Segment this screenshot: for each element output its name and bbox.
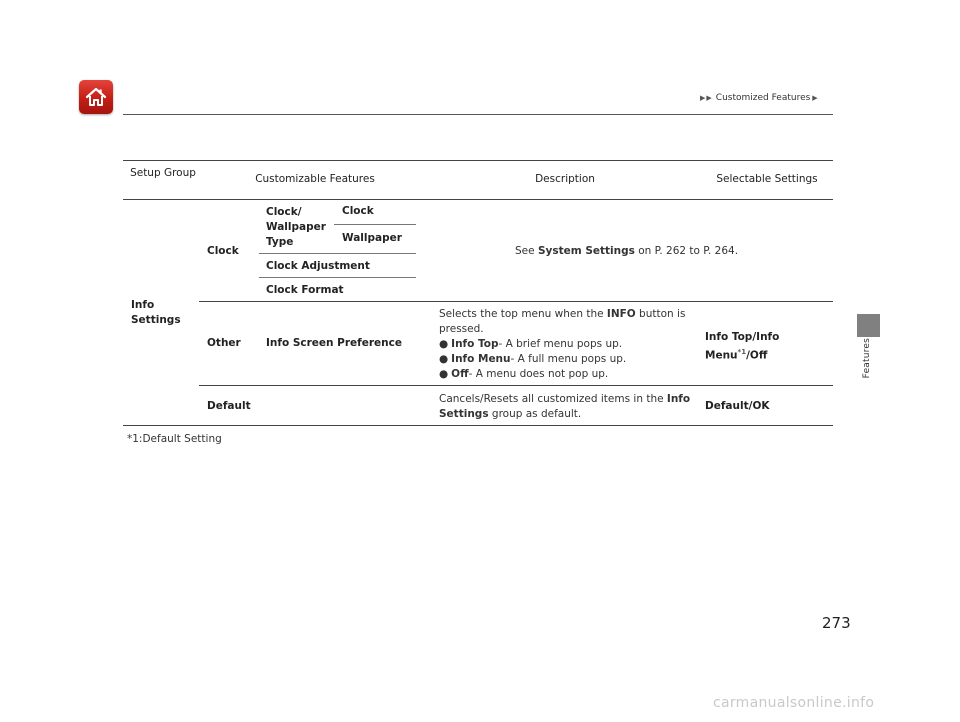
breadcrumb-arrow-icon: ▶ [700,94,706,102]
setup-group-label: Info Settings [131,299,181,326]
description-bullet: ● Info Top- A brief menu pops up. [439,338,623,350]
section-side-label: Features [862,338,872,379]
table-header-rule [123,199,833,200]
footnote: *1:Default Setting [127,433,222,445]
info-screen-preference-settings: Info Top/Info Menu$^{*1}$/Off [705,331,780,362]
clock-description: See System Settings on P. 262 to P. 264. [515,245,739,257]
row-rule [259,253,416,254]
row-rule [334,224,416,225]
feature-subgroup-clock-wallpaper-type: Clock/ Wallpaper Type [266,206,326,248]
system-settings-link[interactable]: System Settings [537,245,635,257]
feature-item-clock-adjustment: Clock Adjustment [266,260,370,272]
feature-category-default: Default [207,400,251,412]
default-description: Cancels/Resets all customized items in the Info Settings group as default. [439,393,691,420]
breadcrumb-arrow-icon: ▶ [812,94,818,102]
watermark: carmanualsonline.info [713,695,875,711]
footnote-marker: *1 [737,348,747,356]
breadcrumb[interactable] [700,93,818,103]
column-header-selectable-settings: Selectable Settings [716,173,818,185]
row-rule [259,277,416,278]
feature-category-other: Other [207,337,241,349]
bullet-icon: ● [439,353,449,365]
section-tab-marker [857,314,880,337]
header-rule [123,114,833,115]
breadcrumb-arrow-icon: ▶ [706,94,712,102]
feature-item-clock-format: Clock Format [266,284,344,296]
section-rule [199,301,833,302]
description-bullet: ● Info Menu- A full menu pops up. [439,353,627,365]
section-rule [199,385,833,386]
home-button[interactable] [79,80,113,114]
bullet-icon: ● [439,368,449,380]
column-header-customizable-features: Customizable Features [255,173,375,185]
feature-info-screen-preference: Info Screen Preference [266,337,402,349]
default-settings: Default/OK [705,400,770,412]
column-header-setup-group: Setup Group [130,167,196,179]
feature-item-clock: Clock [342,205,374,217]
settings-table [123,160,833,426]
breadcrumb-label: Customized Features [715,93,811,103]
page-number: 273 [822,614,851,632]
bullet-icon: ● [439,338,449,350]
column-header-description: Description [535,173,595,185]
feature-item-wallpaper: Wallpaper [342,232,402,244]
info-button-key: INFO [606,308,636,320]
feature-category-clock: Clock [207,245,239,257]
info-screen-preference-description [439,307,695,382]
description-intro: Selects the top menu when the INFO button is pressed. [439,308,686,335]
table-top-rule [123,160,833,161]
table-bottom-rule [123,425,833,426]
description-bullet: ● Off- A menu does not pop up. [439,368,609,380]
home-icon [84,86,108,108]
